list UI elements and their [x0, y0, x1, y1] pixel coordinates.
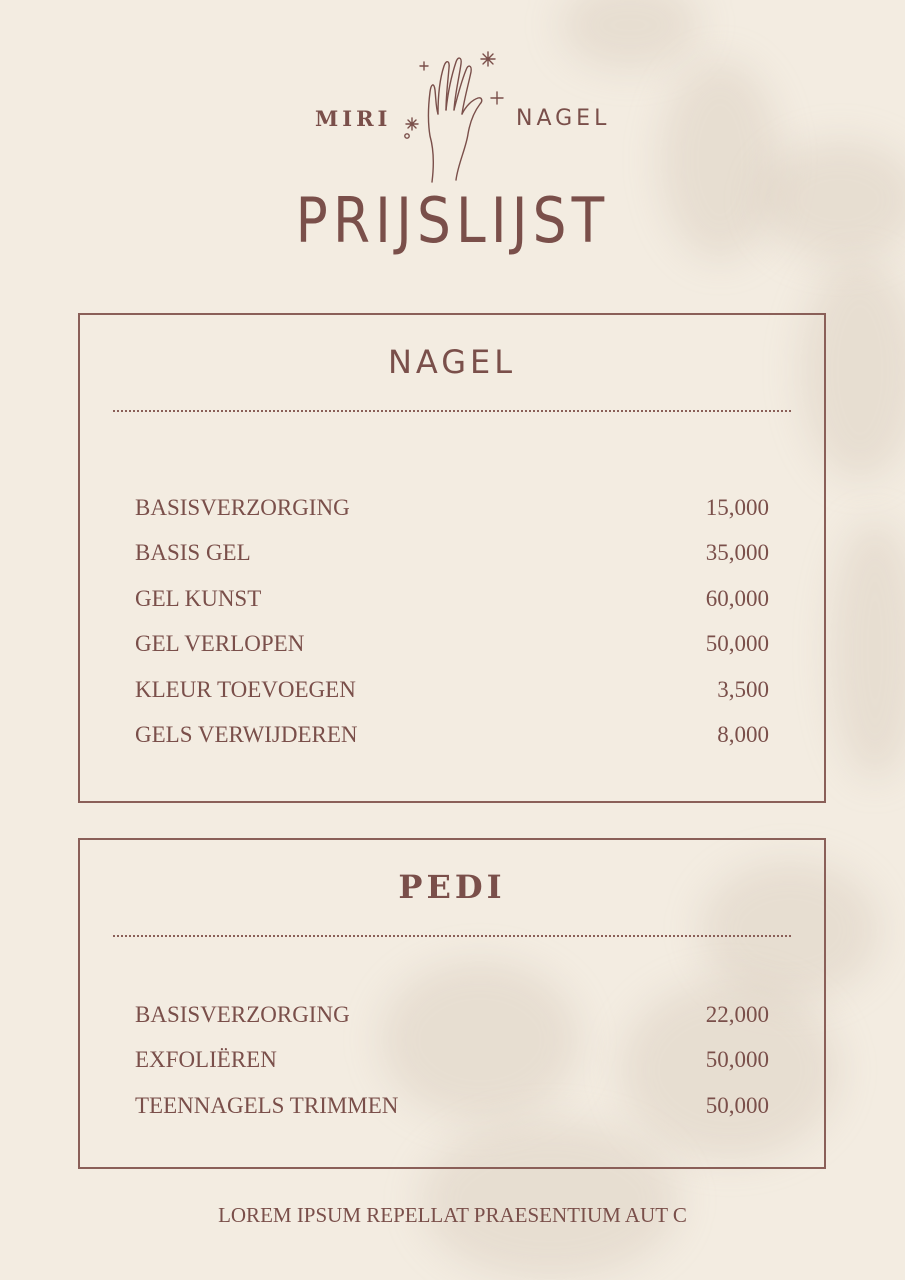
service-price: 35,000: [705, 540, 769, 566]
service-name: GEL KUNST: [135, 585, 262, 611]
service-name: BASISVERZORGING: [135, 494, 350, 520]
service-price: 22,000: [705, 1001, 769, 1027]
price-list: [135, 992, 769, 1129]
price-row: [135, 1038, 769, 1084]
price-row: [135, 992, 769, 1038]
service-name: BASISVERZORGING: [135, 1001, 350, 1027]
page-title: PRIJSLIJST: [295, 184, 610, 257]
price-row: [135, 667, 769, 713]
service-name: BASIS GEL: [135, 540, 251, 566]
section-nagel: [78, 313, 826, 803]
service-name: GEL VERLOPEN: [135, 631, 305, 657]
hand-with-sparkles-icon: [398, 48, 508, 188]
price-row: [135, 485, 769, 531]
service-name: GELS VERWIJDEREN: [135, 722, 358, 748]
footer-text: LOREM IPSUM REPELLAT PRAESENTIUM AUT C: [218, 1203, 687, 1227]
price-row: [135, 531, 769, 577]
dotted-divider: [113, 935, 791, 937]
service-name: KLEUR TOEVOEGEN: [135, 676, 356, 702]
dotted-divider: [113, 410, 791, 412]
price-row: [135, 1083, 769, 1129]
service-name: EXFOLIËREN: [135, 1047, 277, 1073]
service-price: 50,000: [705, 1047, 769, 1073]
service-price: 8,000: [717, 722, 769, 748]
service-price: 50,000: [705, 631, 769, 657]
price-row: [135, 622, 769, 668]
section-title: PEDI: [398, 868, 506, 906]
price-row: [135, 576, 769, 622]
brand-name-left: MIRI: [315, 106, 392, 131]
price-list: [135, 485, 769, 758]
service-price: 50,000: [705, 1092, 769, 1118]
service-price: 60,000: [705, 585, 769, 611]
price-row: [135, 713, 769, 759]
service-price: 3,500: [717, 676, 769, 702]
service-price: 15,000: [705, 494, 769, 520]
service-name: TEENNAGELS TRIMMEN: [135, 1092, 399, 1118]
section-pedi: [78, 838, 826, 1169]
section-title: NAGEL: [387, 343, 517, 381]
brand-name-right: NAGEL: [516, 106, 611, 131]
header: [0, 0, 905, 290]
